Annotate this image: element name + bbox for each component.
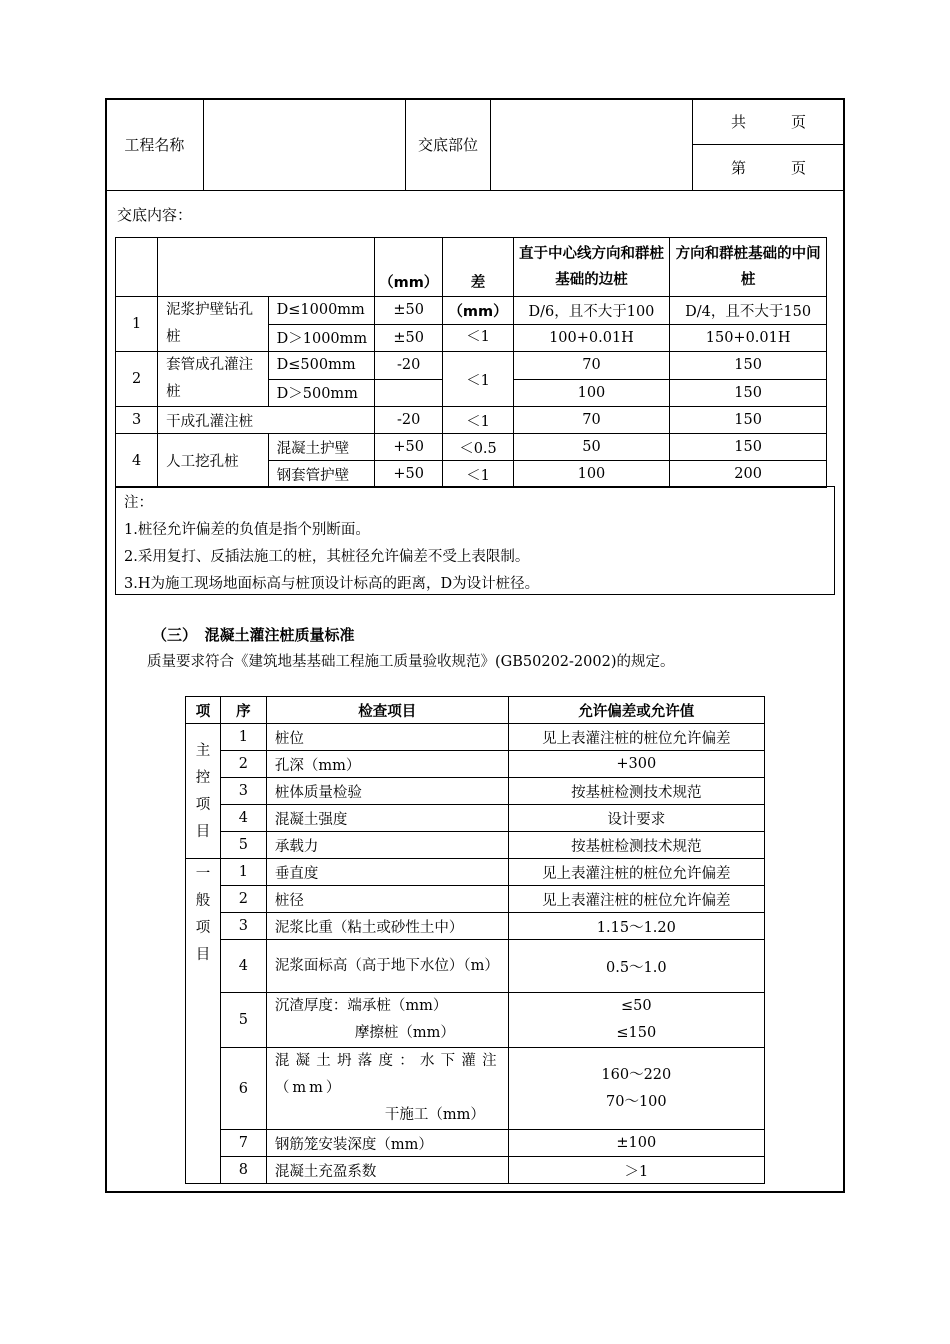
total-pages: 共 页 [693,99,845,145]
table-row: 3 桩体质量检验 按基桩检测技术规范 [186,778,765,805]
table-row: 6 混凝土坍落度：水下灌注（mm） 干施工（mm） 160～220 70～100 [186,1048,765,1130]
general-items-label: 一般项目 [186,859,221,1184]
table-row: 5 承载力 按基桩检测技术规范 [186,832,765,859]
header-table [105,98,845,191]
table-row: 主控项目 1 桩位 见上表灌注桩的桩位允许偏差 [186,724,765,751]
note-3: 3.H为施工现场地面标高与桩顶设计标高的距离，D为设计桩径。 [124,576,540,592]
table-row: 4 泥浆面标高（高于地下水位）（m） 0.5～1.0 [186,940,765,993]
project-name-label: 工程名称 [106,99,204,191]
project-name-value[interactable] [203,99,405,191]
table-row: D＞1000mm ±50 ＜1 100+0.01H 150+0.01H [116,324,827,352]
section-paragraph: 质量要求符合《建筑地基基础工程施工质量验收规范》(GB50202-2002)的规定。 [147,654,675,670]
table-row: 1 泥浆护壁钻孔桩 D≤1000mm ±50 （mm） D/6，且不大于100 D/4，且不大于150 [116,297,827,325]
page-number: 第 页 [693,145,845,191]
table-row: 3 泥浆比重（粘土或砂性土中） 1.15～1.20 [186,913,765,940]
table-row: D＞500mm 100 150 [116,379,827,407]
note-2: 2.采用复打、反插法施工的桩，其桩径允许偏差不受上表限制。 [124,549,530,565]
notes-title: 注： [124,495,153,511]
table-row: 7 钢筋笼安装深度（mm） ±100 [186,1130,765,1157]
note-1: 1.桩径允许偏差的负值是指个别断面。 [124,522,370,538]
table-row: 4 人工挖孔桩 混凝土护壁 +50 ＜0.5 50 150 [116,434,827,461]
table-row: 项 序 检查项目 允许偏差或允许值 [186,697,765,724]
quality-standard-table [185,696,765,1184]
pile-deviation-table [115,237,827,488]
table-row: 2 孔深（mm） +300 [186,751,765,778]
position-value[interactable] [491,99,693,191]
table-row: 2 套管成孔灌注桩 D≤500mm -20 ＜1 70 150 [116,352,827,380]
table-row: 8 混凝土充盈系数 ＞1 [186,1157,765,1184]
table-row: （mm） 差 直于中心线方向和群桩基础的边桩 方向和群桩基础的中间桩 [116,238,827,297]
table-row: 3 干成孔灌注桩 -20 ＜1 70 150 [116,407,827,434]
notes-box [115,486,835,595]
table-row: 2 桩径 见上表灌注桩的桩位允许偏差 [186,886,765,913]
position-label: 交底部位 [405,99,491,191]
content-label: 交底内容： [117,206,193,224]
section-title: （三） 混凝土灌注桩质量标准 [152,626,355,644]
table-row: 钢套管护壁 +50 ＜1 100 200 [116,461,827,488]
table-row: 5 沉渣厚度：端承桩（mm） 摩擦桩（mm） ≤50 ≤150 [186,993,765,1048]
table-row: 一般项目 1 垂直度 见上表灌注桩的桩位允许偏差 [186,859,765,886]
table-row: 4 混凝土强度 设计要求 [186,805,765,832]
main-items-label: 主控项目 [186,724,221,859]
